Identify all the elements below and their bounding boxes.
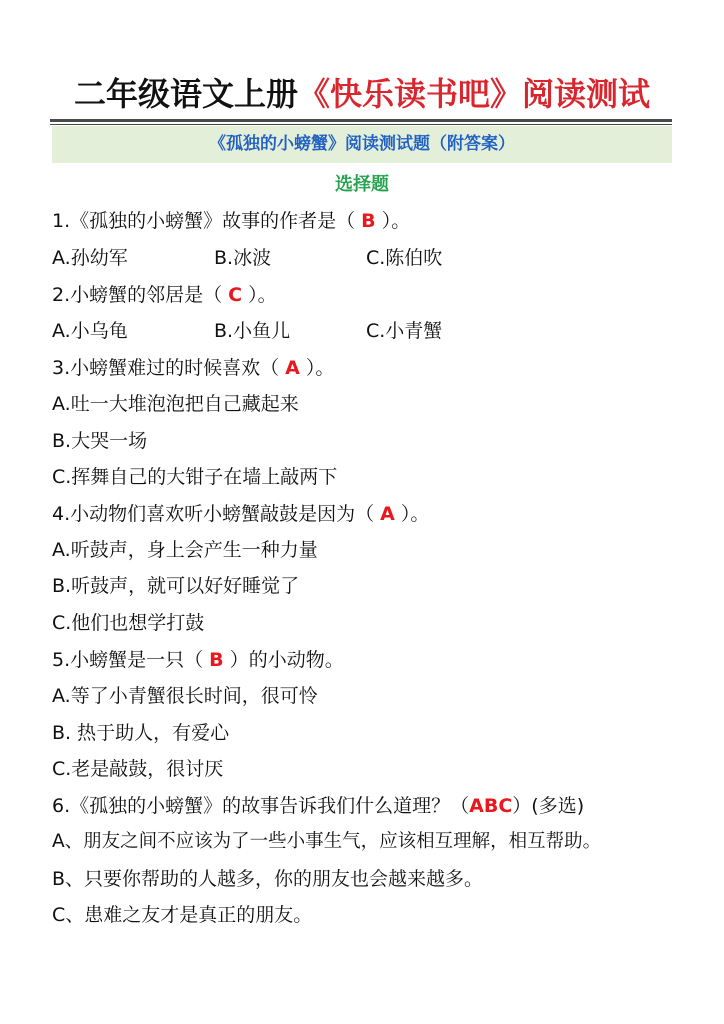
question-2-answer: C xyxy=(228,284,243,306)
question-3-stem: 3.小螃蟹难过的时候喜欢（ A ）。 xyxy=(52,357,335,379)
question-6-answer: ABC xyxy=(469,795,513,817)
question-3-option-c: C.挥舞自己的大钳子在墙上敲两下 xyxy=(52,466,338,488)
page-title-book: 《快乐读书吧》阅读测试 xyxy=(298,75,651,113)
question-6-option-a: A、朋友之间不应该为了一些小事生气，应该相互理解，相互帮助。 xyxy=(52,831,602,852)
question-5-option-c: C.老是敲鼓，很讨厌 xyxy=(52,758,224,780)
question-1-option-a: A.孙幼军 xyxy=(52,247,128,269)
question-1-answer: B xyxy=(361,210,376,232)
question-2-stem: 2.小螃蟹的邻居是（ C ）。 xyxy=(52,284,277,306)
question-4-stem: 4.小动物们喜欢听小螃蟹敲鼓是因为（ A ）。 xyxy=(52,503,430,525)
question-5-answer: B xyxy=(209,649,224,671)
question-1-options xyxy=(52,243,442,273)
question-1-stem: 1.《孤独的小螃蟹》故事的作者是（ B ）。 xyxy=(52,210,411,232)
section-heading: 选择题 xyxy=(335,174,389,195)
question-2-option-c: C.小青蟹 xyxy=(366,320,443,342)
question-5-option-b: B. 热于助人，有爱心 xyxy=(52,722,230,744)
page-title xyxy=(0,70,724,118)
question-3-option-a: A.吐一大堆泡泡把自己藏起来 xyxy=(52,393,299,415)
question-6-option-c: C、患难之友才是真正的朋友。 xyxy=(52,904,313,926)
question-5-stem: 5.小螃蟹是一只（ B ）的小动物。 xyxy=(52,649,344,671)
question-6-option-b: B、只要你帮助的人越多，你的朋友也会越来越多。 xyxy=(52,868,484,890)
title-divider-thick xyxy=(50,119,672,122)
question-4-option-a: A.听鼓声，身上会产生一种力量 xyxy=(52,539,318,561)
question-4-answer: A xyxy=(380,503,395,525)
subtitle: 《孤独的小螃蟹》阅读测试题（附答案） xyxy=(209,134,515,154)
question-3-answer: A xyxy=(285,357,300,379)
question-6-stem: 6.《孤独的小螃蟹》的故事告诉我们什么道理？（ABC）(多选) xyxy=(52,795,585,817)
question-4-option-b: B.听鼓声，就可以好好睡觉了 xyxy=(52,575,300,597)
page-title-grade: 二年级语文上册 xyxy=(73,75,298,113)
question-2-options xyxy=(52,316,442,346)
question-4-option-c: C.他们也想学打鼓 xyxy=(52,612,205,634)
question-2-option-b: B.小鱼儿 xyxy=(214,320,291,342)
title-divider-thin xyxy=(50,124,672,125)
question-1-option-c: C.陈伯吹 xyxy=(366,247,443,269)
question-3-option-b: B.大哭一场 xyxy=(52,430,148,452)
question-5-option-a: A.等了小青蟹很长时间，很可怜 xyxy=(52,685,318,707)
question-1-option-b: B.冰波 xyxy=(214,247,272,269)
question-2-option-a: A.小乌龟 xyxy=(52,320,128,342)
